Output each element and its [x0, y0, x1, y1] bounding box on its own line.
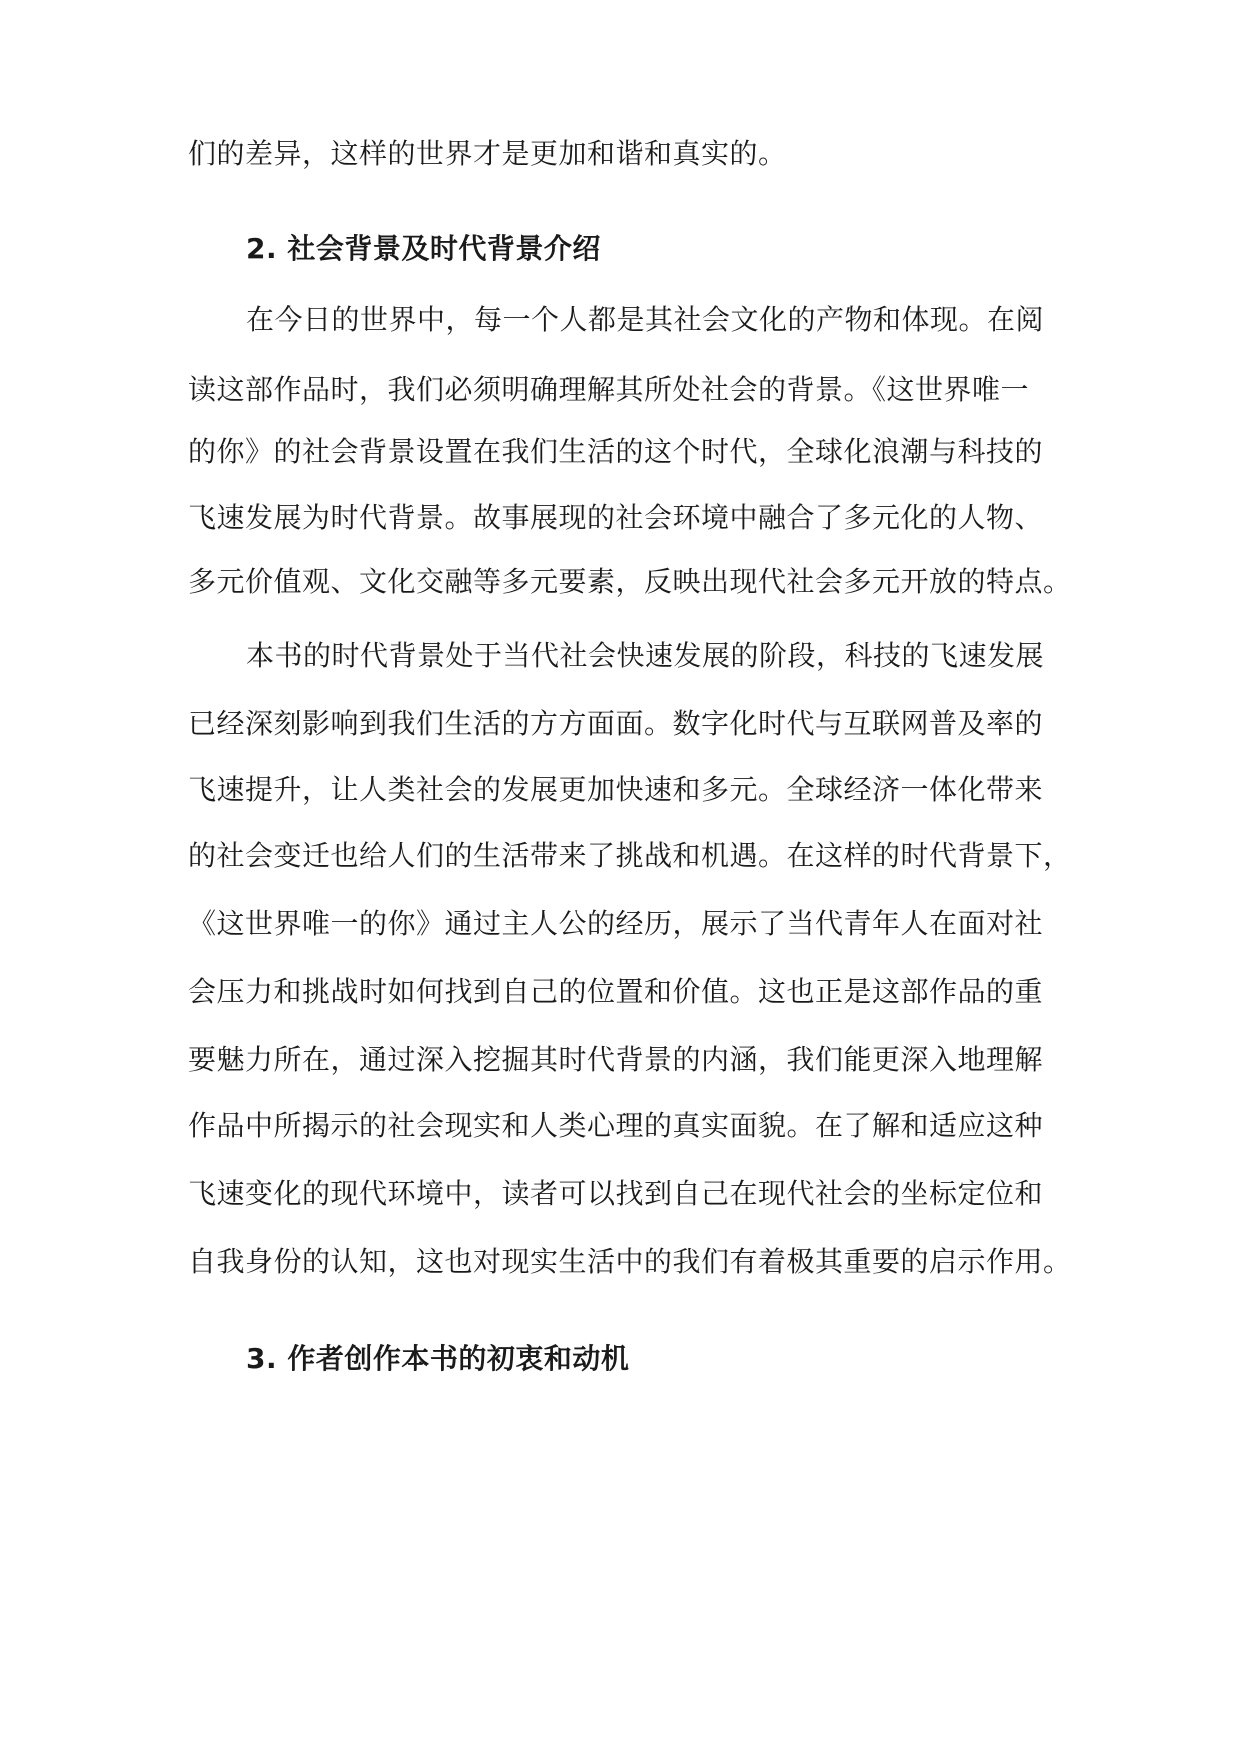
paragraph-line: 《这世界唯一的你》通过主人公的经历，展示了当代青年人在面对社	[188, 907, 1044, 940]
paragraph-line: 要魅力所在，通过深入挖掘其时代背景的内涵，我们能更深入地理解	[188, 1043, 1044, 1076]
paragraph-line: 会压力和挑战时如何找到自己的位置和价值。这也正是这部作品的重	[188, 975, 1044, 1008]
paragraph-line: 读这部作品时，我们必须明确理解其所处社会的背景。《这世界唯一	[188, 373, 1030, 406]
paragraph-line: 作品中所揭示的社会现实和人类心理的真实面貌。在了解和适应这种	[188, 1109, 1044, 1142]
paragraph-line: 飞速变化的现代环境中，读者可以找到自己在现代社会的坐标定位和	[188, 1177, 1044, 1210]
paragraph-line: 在今日的世界中，每一个人都是其社会文化的产物和体现。在阅	[246, 303, 1045, 336]
paragraph-line: 自我身份的认知，这也对现实生活中的我们有着极其重要的启示作用。	[188, 1245, 1072, 1278]
paragraph-line: 的社会变迁也给人们的生活带来了挑战和机遇。在这样的时代背景下，	[188, 839, 1072, 872]
paragraph-line: 的你》的社会背景设置在我们生活的这个时代，全球化浪潮与科技的	[188, 435, 1044, 468]
intro-line: 们的差异，这样的世界才是更加和谐和真实的。	[188, 137, 787, 170]
paragraph-line: 多元价值观、文化交融等多元要素，反映出现代社会多元开放的特点。	[188, 565, 1072, 598]
paragraph-line: 飞速提升，让人类社会的发展更加快速和多元。全球经济一体化带来	[188, 773, 1044, 806]
section-3-heading: 3. 作者创作本书的初衷和动机	[246, 1342, 630, 1375]
paragraph-line: 已经深刻影响到我们生活的方方面面。数字化时代与互联网普及率的	[188, 707, 1044, 740]
paragraph-line: 本书的时代背景处于当代社会快速发展的阶段，科技的飞速发展	[246, 639, 1045, 672]
section-2-heading: 2. 社会背景及时代背景介绍	[246, 232, 601, 265]
paragraph-line: 飞速发展为时代背景。故事展现的社会环境中融合了多元化的人物、	[188, 501, 1044, 534]
